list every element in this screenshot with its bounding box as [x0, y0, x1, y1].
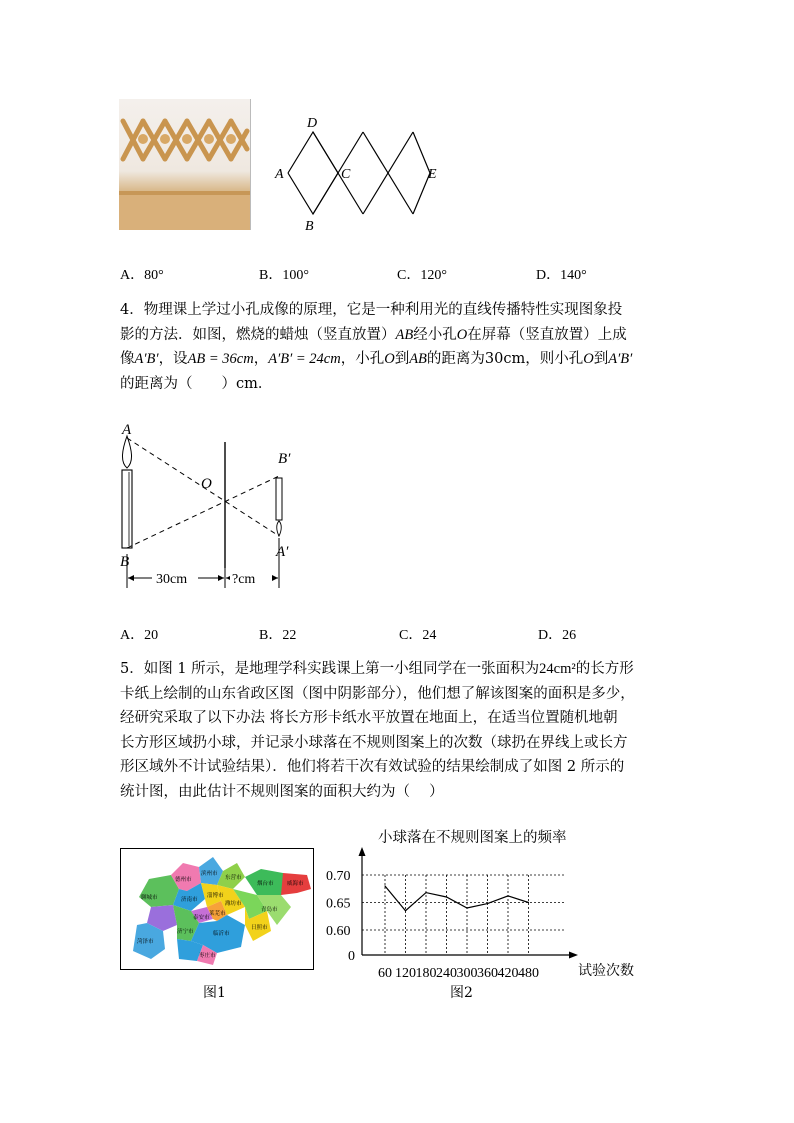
figure-1-caption: 图1: [203, 985, 226, 1001]
pinhole-diagram: [112, 418, 297, 593]
data-point: [405, 910, 406, 911]
q3-option-d[interactable]: D．140°: [536, 268, 587, 283]
label-B-prime: B′: [278, 451, 291, 467]
q5-line-2: 卡纸上绘制的山东省政区图（图中阴影部分），他们想了解该图案的面积是多少，: [120, 685, 635, 702]
label-B-bottom: B: [120, 554, 130, 570]
rhombus-diagram: [272, 110, 452, 235]
data-point: [466, 907, 467, 908]
svg-text:威海市: 威海市: [287, 881, 304, 887]
y-tick-label: 0.70: [326, 869, 351, 884]
x-axis-arrow: [569, 952, 578, 959]
svg-text:青岛市: 青岛市: [261, 907, 278, 913]
label-C: C: [341, 167, 351, 182]
frequency-chart: [320, 825, 650, 985]
y-tick-label: 0.60: [326, 924, 351, 939]
svg-text:滨州市: 滨州市: [201, 871, 218, 877]
q4-option-b[interactable]: B．22: [259, 628, 297, 643]
q4-option-c[interactable]: C．24: [399, 628, 437, 643]
svg-text:莱芜市: 莱芜市: [209, 911, 226, 917]
x-tick-label: 300: [456, 966, 478, 981]
distance-30cm: 30cm: [156, 572, 188, 587]
svg-text:枣庄市: 枣庄市: [199, 953, 216, 959]
y-tick-label: 0.65: [326, 896, 351, 912]
svg-text:淄博市: 淄博市: [207, 893, 224, 899]
q4-line-1: 4．物理课上学过小孔成像的原理，它是一种利用光的直线传播特性实现图象投: [120, 302, 623, 318]
x-tick-label: 480: [518, 966, 539, 981]
x-tick-label: 420: [497, 966, 519, 981]
svg-text:德州市: 德州市: [175, 877, 192, 883]
x-axis-label: 试验次数: [578, 964, 634, 979]
q5-stem: [120, 657, 680, 804]
x-tick-label: 60: [378, 966, 392, 981]
svg-text:东营市: 东营市: [225, 875, 242, 881]
q4-option-d[interactable]: D．26: [538, 628, 577, 643]
label-A-prime: A′: [276, 544, 289, 560]
svg-text:日照市: 日照市: [251, 925, 268, 931]
q5-line-6: 统计图，由此估计不规则图案的面积大约为（ ）: [120, 783, 444, 800]
x-tick-label: 360: [477, 966, 498, 981]
x-tick-label: 120: [395, 966, 416, 981]
q3-option-b[interactable]: B．100°: [259, 268, 309, 283]
q5-line-3: 经研究采取了以下办法 将长方形卡纸水平放置在地面上，在适当位置随机地朝: [120, 710, 618, 726]
q3-option-a[interactable]: A．80°: [120, 268, 164, 283]
coat-rack-photo: [119, 99, 251, 230]
q4-option-a[interactable]: A．20: [120, 628, 159, 643]
q4-line-4: 的距离为（ ）cm．: [120, 375, 273, 392]
image-candle-icon: [276, 478, 282, 536]
candle-icon: [122, 436, 132, 548]
data-point: [425, 892, 426, 893]
series-line: [385, 886, 529, 911]
svg-text:聊城市: 聊城市: [141, 895, 158, 901]
data-point: [528, 902, 529, 903]
distance-unknown: ?cm: [232, 572, 256, 587]
label-O: O: [201, 476, 212, 492]
q5-line-5: 形区域外不计试验结果）．他们将若干次有效试验的结果绘制成了如图 2 所示的: [120, 759, 625, 775]
label-A: A: [275, 167, 284, 182]
q5-line-1: 5．如图 1 所示，是地理学科实践课上第一小组同学在一张面积为24cm²的长方形: [120, 661, 634, 677]
data-point: [507, 895, 508, 896]
q5-line-4: 长方形区域扔小球，并记录小球落在不规则图案上的次数（球扔在界线上或长方: [120, 734, 628, 751]
y-axis-arrow: [359, 847, 366, 856]
svg-text:济南市: 济南市: [181, 897, 198, 903]
svg-text:菏泽市: 菏泽市: [137, 939, 154, 945]
data-point: [487, 903, 488, 904]
figure-2-caption: 图2: [450, 985, 473, 1001]
q3-option-c[interactable]: C．120°: [397, 268, 447, 283]
y-tick-label: 0: [348, 949, 355, 964]
x-tick-label: 240: [436, 966, 457, 981]
svg-text:泰安市: 泰安市: [193, 915, 210, 921]
data-point: [384, 885, 385, 886]
x-tick-label: 180: [415, 966, 437, 981]
svg-text:临沂市: 临沂市: [213, 931, 230, 937]
q4-stem: [120, 298, 680, 396]
label-D: D: [307, 116, 318, 131]
label-A-top: A: [122, 422, 132, 438]
data-point: [446, 896, 447, 897]
chart-title: 小球落在不规则图案上的频率: [378, 830, 567, 846]
label-E: E: [428, 167, 437, 182]
q4-line-3: 像A′B′，设AB = 36cm，A′B′ = 24cm，小孔O到AB的距离为30cm，则小孔O到A′B′: [120, 351, 633, 367]
q4-line-2: 影的方法．如图，燃烧的蜡烛（竖直放置）AB经小孔O在屏幕（竖直放置）上成: [120, 326, 627, 343]
svg-text:烟台市: 烟台市: [257, 881, 274, 887]
shandong-map: [120, 848, 314, 970]
svg-text:潍坊市: 潍坊市: [225, 901, 242, 907]
svg-text:济宁市: 济宁市: [177, 929, 194, 935]
label-B: B: [305, 219, 314, 234]
